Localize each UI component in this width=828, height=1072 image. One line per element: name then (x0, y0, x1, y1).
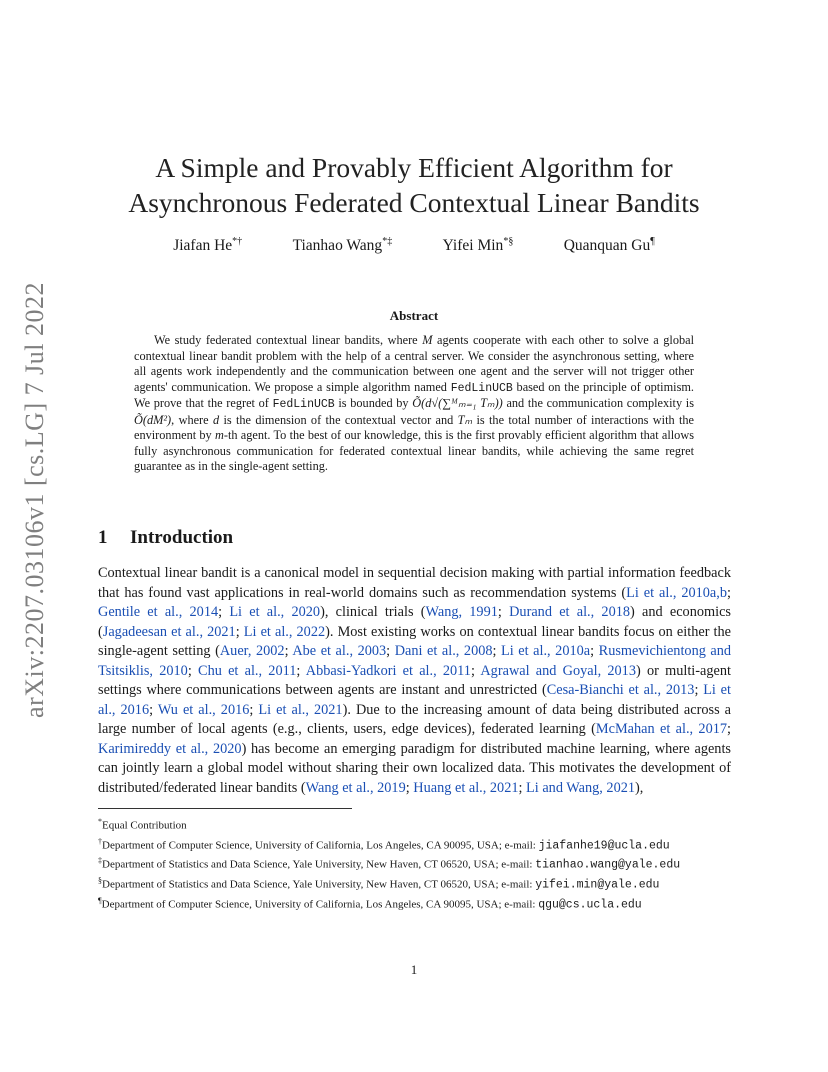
section-number: 1 (98, 527, 108, 548)
citation-link[interactable]: Jagadeesan et al., 2021 (102, 623, 236, 640)
author-list (98, 236, 730, 255)
citation-link[interactable]: Dani et al., 2008 (394, 643, 493, 659)
author-mark: *§ (503, 236, 514, 247)
arxiv-stamp (10, 282, 60, 718)
citation-link[interactable]: Auer, 2002 (219, 643, 285, 659)
author: Quanquan Gu¶ (563, 236, 655, 255)
citation-link[interactable]: Wang et al., 2019 (305, 779, 406, 796)
citation-link[interactable]: Agrawal and Goyal, 2013 (480, 662, 636, 679)
citation-link[interactable]: Cesa-Bianchi et al., 2013 (546, 682, 695, 698)
algorithm-name: FedLinUCB (450, 381, 513, 395)
citation-link[interactable]: Li and Wang, 2021 (526, 779, 636, 796)
citation-link[interactable]: Wu et al., 2016 (157, 701, 250, 718)
email[interactable]: jiafanhe19@ucla.edu (538, 839, 670, 853)
email[interactable]: tianhao.wang@yale.edu (535, 858, 681, 872)
communication-bound: Õ(dM²) (134, 412, 172, 427)
citation-link[interactable]: Wang, 1991 (425, 604, 498, 620)
citation-link[interactable]: McMahan et al., 2017 (595, 721, 728, 737)
citation-link[interactable]: Li et al., 2010a,b (626, 584, 728, 601)
footnote: †Department of Computer Science, University of California, Los Angeles, CA 90095, USA; e-mail: jiafanhe19@ucla.edu (98, 836, 670, 853)
email[interactable]: qgu@cs.ucla.edu (538, 898, 642, 912)
author-mark: ¶ (650, 236, 655, 247)
citation-link[interactable]: Chu et al., 2011 (198, 662, 297, 679)
section-heading (98, 527, 233, 549)
citation-link[interactable]: Karimireddy et al., 2020 (98, 740, 242, 757)
introduction-paragraph: Contextual linear bandit is a canonical model in sequential decision making with partial information feedback that has found vast applications in real-world domains such as recommendation systems (Li et al., 2010a,b; Gentile et al., 2014; Li et al., 2020), clinical trials (Wang, 1991; Durand et al., 2018) and economics (Jagadeesan et al., 2021; Li et al., 2022). Most existing works on contextual linear bandits focus on either the single-agent setting (Auer, 2002; Abe et al., 2003; Dani et al., 2008; Li et al., 2010a; Rusmevichientong and Tsitsiklis, 2010; Chu et al., 2011; Abbasi-Yadkori et al., 2011; Agrawal and Goyal, 2013) or multi-agent settings where communications between agents are instant and unrestricted (Cesa-Bianchi et al., 2013; Li et al., 2016; Wu et al., 2016; Li et al., 2021). Due to the increasing amount of data being distributed across a large number of local agents (e.g., clients, users, edge devices), federated learning (McMahan et al., 2017; Karimireddy et al., 2020) has become an emerging paradigm for distributed machine learning, where agents can jointly learn a global model without sharing their own localized data. This motivates the development of distributed/federated linear bandits (Wang et al., 2019; Huang et al., 2021; Li and Wang, 2021), (98, 565, 732, 796)
title-line-2: Asynchronous Federated Contextual Linear Bandits (128, 187, 700, 218)
footnotes (98, 814, 731, 912)
email[interactable]: yifei.min@yale.edu (535, 878, 660, 892)
footnote: ¶Department of Computer Science, University of California, Los Angeles, CA 90095, USA; e-mail: qgu@cs.ucla.edu (98, 895, 642, 912)
citation-link[interactable]: Li et al., 2022 (243, 623, 326, 640)
arxiv-id[interactable]: arXiv:2207.03106v1 [cs.LG] 7 Jul 2022 (20, 282, 49, 718)
author-mark: *† (232, 236, 243, 247)
abstract-heading: Abstract (389, 308, 439, 323)
section-title: Introduction (130, 527, 234, 548)
paper-title (98, 150, 730, 220)
citation-link[interactable]: Li et al., 2020 (229, 604, 321, 620)
citation-link[interactable]: Durand et al., 2018 (509, 604, 631, 620)
title-line-1: A Simple and Provably Efficient Algorithm for (155, 152, 673, 183)
citation-link[interactable]: Abe et al., 2003 (292, 643, 387, 659)
author: Tianhao Wang*‡ (292, 236, 393, 255)
citation-link[interactable]: Rusmevichientong and Tsitsiklis, 2010 (98, 643, 732, 679)
footnote: *Equal Contribution (98, 817, 187, 832)
author-mark: *‡ (382, 236, 393, 247)
algorithm-name: FedLinUCB (272, 398, 335, 411)
citation-link[interactable]: Li et al., 2010a (501, 643, 591, 659)
citation-link[interactable]: Li et al., 2021 (258, 701, 343, 718)
citation-link[interactable]: Li et al., 2016 (98, 682, 732, 718)
citation-link[interactable]: Gentile et al., 2014 (98, 604, 219, 620)
citation-link[interactable]: Huang et al., 2021 (413, 779, 519, 796)
author: Yifei Min*§ (442, 236, 514, 255)
footnote: §Department of Statistics and Data Science, Yale University, New Haven, CT 06520, USA; e-mail: yifei.min@yale.edu (98, 875, 660, 892)
page-number: 1 (410, 962, 418, 977)
abstract-body: We study federated contextual linear bandits, where M agents cooperate with each other to solve a global contextual linear bandit problem with the help of a central server. We consider the asynchronous setting, where all agents work independently and the communication between one agent and the server will not trigger other agents' communication. We propose a simple algorithm named FedLinUCB based on the principle of optimism. We prove that the regret of FedLinUCB is bounded by Õ(d√(∑ᴹₘ₌₁ Tₘ)) and the communication complexity is Õ(dM²), where d is the dimension of the contextual vector and Tₘ is the total number of interactions with the environment by m-th agent. To the best of our knowledge, this is the first provably efficient algorithm that allows fully asynchronous communication for federated contextual linear bandits, while achieving the same regret guarantee as in the single-agent setting. (134, 333, 695, 473)
regret-bound: Õ(d√(∑ᴹₘ₌₁ Tₘ)) (412, 396, 503, 410)
citation-link[interactable]: Abbasi-Yadkori et al., 2011 (305, 662, 471, 679)
footnote-divider (98, 808, 352, 809)
footnote: ‡Department of Statistics and Data Science, Yale University, New Haven, CT 06520, USA; e-mail: tianhao.wang@yale.edu (98, 856, 681, 872)
author: Jiafan He*† (173, 236, 243, 255)
